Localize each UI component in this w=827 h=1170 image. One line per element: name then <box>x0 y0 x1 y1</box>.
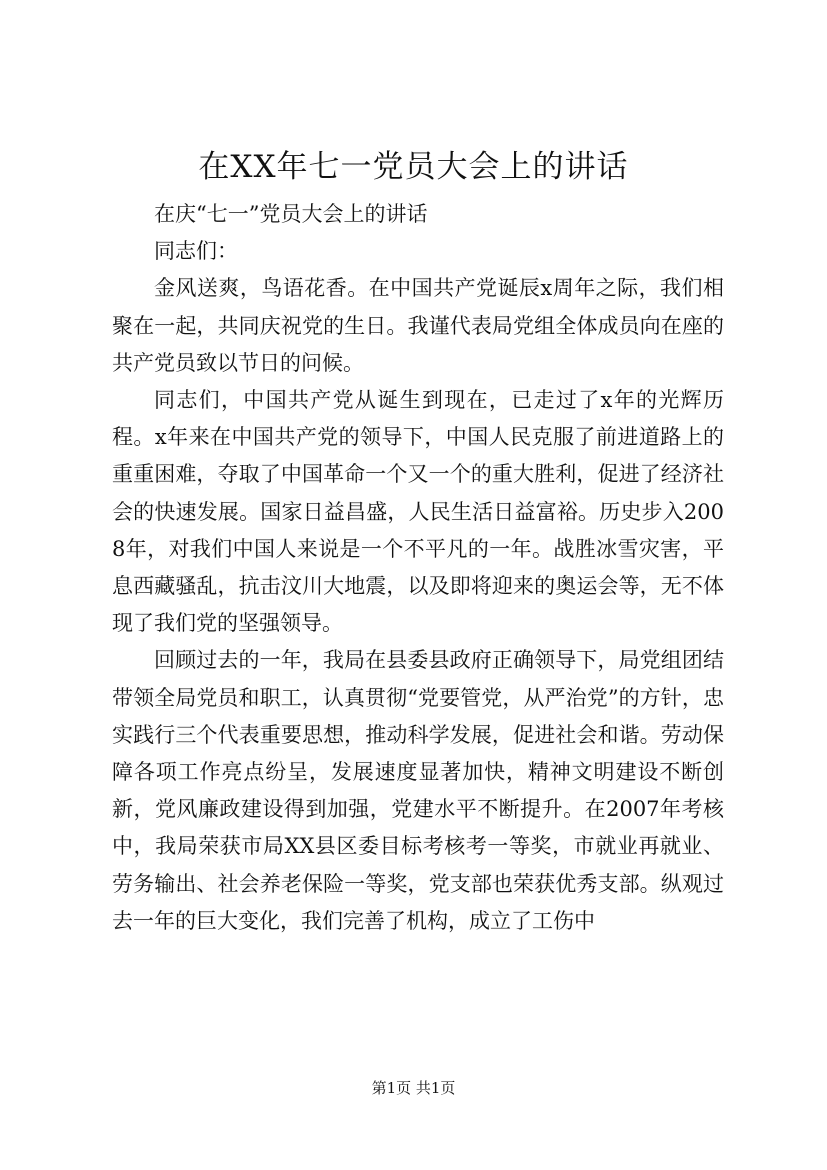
page-number-footer: 第1页 共1页 <box>371 1079 456 1097</box>
subtitle-paragraph: 在庆“七一”党员大会上的讲话 <box>154 202 428 226</box>
body-paragraph: 同志们，中国共产党从诞生到现在，已走过了x年的光辉历程。x年来在中国共产党的领导下，中国人民克服了前进道路上的重重困难，夺取了中国革命一个又一个的重大胜利，促进了经济社会的快速发展。国家日益昌盛，人民生活日益富裕。历史步入2008年，对我们中国人来说是一个不平凡的一年。战胜冰雪灾害，平息西藏骚乱，抗击汶川大地震，以及即将迎来的奥运会等，无不体现了我们党的坚强领导。 <box>112 388 724 636</box>
body-paragraph: 金风送爽，鸟语花香。在中国共产党诞辰x周年之际，我们相聚在一起，共同庆祝党的生日。我谨代表局党组全体成员向在座的共产党员致以节日的问候。 <box>112 276 724 375</box>
body-paragraph: 回顾过去的一年，我局在县委县政府正确领导下，局党组团结带领全局党员和职工，认真贯彻“党要管党，从严治党”的方针，忠实践行三个代表重要思想，推动科学发展，促进社会和谐。劳动保障各项工作亮点纷呈，发展速度显著加快，精神文明建设不断创新，党风廉政建设得到加强，党建水平不断提升。在2007年考核中，我局荣获市局XX县区委目标考核考一等奖，市就业再就业、劳务输出、社会养老保险一等奖，党支部也荣获优秀支部。纵观过去一年的巨大变化，我们完善了机构，成立了工伤中 <box>112 648 724 933</box>
salutation-paragraph: 同志们： <box>154 239 238 264</box>
document-body <box>112 196 724 940</box>
document-title: 在XX年七一党员大会上的讲话 <box>198 149 629 185</box>
